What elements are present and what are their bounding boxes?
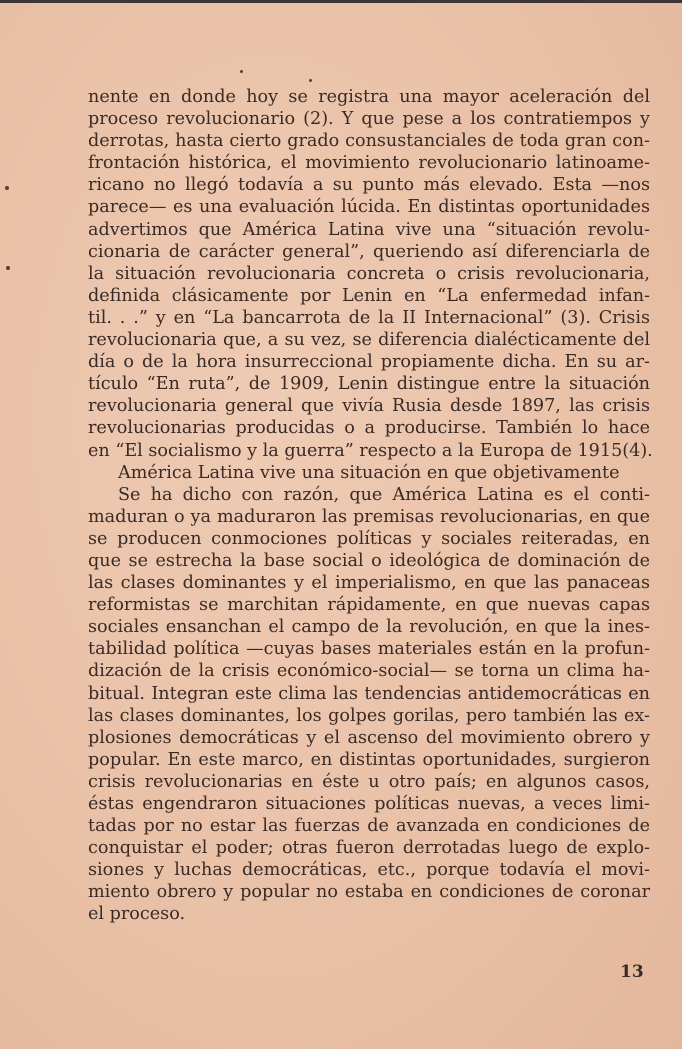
page-number: 13: [620, 962, 644, 982]
text-line: América Latina vive una situación en que objetivamente: [118, 462, 620, 483]
text-line: sociales ensanchan el campo de la revolución, en que la ines-: [88, 617, 650, 638]
text-line: reformistas se marchitan rápidamente, en que nuevas capas: [88, 595, 650, 616]
text-line: maduran o ya maduraron las premisas revolucionarias, en que: [88, 506, 650, 527]
text-line: las clases dominantes, los golpes gorilas, pero también las ex-: [88, 705, 650, 726]
text-line: las clases dominantes y el imperialismo, en que las panaceas: [88, 573, 650, 594]
text-line: parece— es una evaluación lúcida. En distintas oportunidades: [88, 197, 650, 218]
text-line: se producen conmociones políticas y sociales reiteradas, en: [88, 528, 650, 549]
text-line: definida clásicamente por Lenin en “La enfermedad infan-: [88, 285, 650, 306]
text-line: til. . .” y en “La bancarrota de la II Internacional” (3). Crisis: [88, 307, 650, 328]
text-line: ricano no llegó todavía a su punto más elevado. Esta —nos: [88, 175, 650, 196]
text-line: dización de la crisis económico-social— se torna un clima ha-: [88, 661, 650, 682]
text-line: proceso revolucionario (2). Y que pese a los contratiempos y: [88, 109, 650, 130]
text-line: tabilidad política —cuyas bases materiales están en la profun-: [88, 639, 650, 660]
text-line: que se estrecha la base social o ideológica de dominación de: [88, 550, 650, 571]
text-line: Se ha dicho con razón, que América Latina es el conti-: [118, 484, 650, 505]
text-line: día o de la hora insurreccional propiamente dicha. En su ar-: [88, 352, 650, 373]
text-line: tículo “En ruta”, de 1909, Lenin distingue entre la situación: [88, 374, 650, 395]
text-line: miento obrero y popular no estaba en condiciones de coronar: [88, 882, 650, 903]
text-line: revolucionarias producidas o a producirse. También lo hace: [88, 418, 650, 439]
text-line: éstas engendraron situaciones políticas nuevas, a veces limi-: [88, 794, 650, 814]
text-line: el proceso.: [88, 904, 186, 925]
text-line: revolucionaria que, a su vez, se diferencia dialécticamente del: [88, 330, 650, 351]
text-line: tadas por no estar las fuerzas de avanzada en condiciones de: [88, 816, 650, 837]
text-line: frontación histórica, el movimiento revolucionario latinoame-: [88, 153, 650, 174]
page-top-edge: [0, 0, 682, 3]
text-line: conquistar el poder; otras fueron derrotadas luego de explo-: [88, 838, 650, 859]
text-line: la situación revolucionaria concreta o crisis revolucionaria,: [88, 263, 650, 284]
print-speck: [309, 79, 312, 82]
print-speck: [6, 266, 10, 270]
text-line: crisis revolucionarias en éste u otro país; en algunos casos,: [88, 771, 650, 792]
text-line: cionaria de carácter general”, queriendo así diferenciarla de: [88, 241, 650, 262]
text-line: en “El socialismo y la guerra” respecto a la Europa de 1915(4).: [88, 440, 653, 461]
text-line: derrotas, hasta cierto grado consustanciales de toda gran con-: [88, 131, 650, 152]
body-text: [88, 86, 653, 926]
text-line: bitual. Integran este clima las tendencias antidemocráticas en: [88, 683, 650, 704]
text-line: revolucionaria general que vivía Rusia desde 1897, las crisis: [88, 396, 650, 417]
text-line: nente en donde hoy se registra una mayor aceleración del: [88, 87, 650, 107]
print-speck: [240, 70, 243, 73]
text-line: plosiones democráticas y el ascenso del movimiento obrero y: [88, 727, 650, 748]
text-line: siones y luchas democráticas, etc., porque todavía el movi-: [88, 860, 650, 881]
text-line: advertimos que América Latina vive una “situación revolu-: [88, 219, 650, 240]
print-speck: [5, 186, 9, 190]
text-line: popular. En este marco, en distintas oportunidades, surgieron: [88, 749, 650, 770]
